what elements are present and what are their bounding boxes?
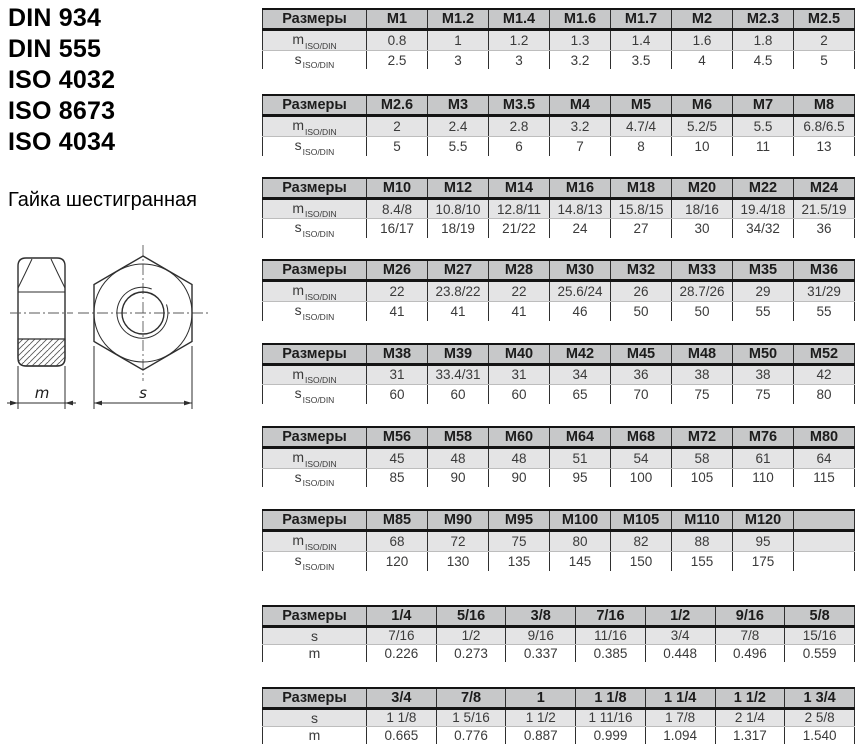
value-cell: 18/19 [428, 219, 489, 238]
spec-table-4 [262, 259, 855, 320]
value-cell: 130 [428, 551, 489, 570]
row-label: $m_{ISO/DIN}$ [263, 531, 367, 552]
row-label: $s_{ISO/DIN}$ [263, 301, 367, 320]
value-cell: 61 [733, 447, 794, 468]
size-column-header: 1 1/8 [576, 688, 646, 709]
value-cell: 14.8/13 [550, 198, 611, 219]
size-column-header: 7/8 [436, 688, 506, 709]
spec-table-9 [262, 687, 855, 744]
size-column-header: 1 1/4 [645, 688, 715, 709]
value-cell: 58 [672, 447, 733, 468]
size-column-header: 1/4 [367, 606, 437, 627]
value-cell: 1/2 [436, 626, 506, 644]
row-label: $m_{ISO/DIN}$ [263, 447, 367, 468]
value-cell: 7/16 [367, 626, 437, 644]
value-cell: 15.8/15 [611, 198, 672, 219]
value-cell: 38 [672, 364, 733, 385]
value-cell: 0.448 [645, 644, 715, 662]
size-column-header: M90 [428, 510, 489, 531]
size-column-header: M80 [794, 427, 855, 448]
dimension-row [263, 281, 855, 302]
value-cell: 5.2/5 [672, 116, 733, 137]
value-cell: 60 [489, 385, 550, 404]
spec-table-2 [262, 94, 855, 155]
size-column-header: M64 [550, 427, 611, 448]
value-cell: 50 [672, 301, 733, 320]
value-cell: 1.3 [550, 30, 611, 51]
value-cell: 0.337 [506, 644, 576, 662]
size-column-header: 1/2 [645, 606, 715, 627]
value-cell: 64 [794, 447, 855, 468]
value-cell: 15/16 [785, 626, 855, 644]
value-cell: 0.559 [785, 644, 855, 662]
value-cell: 0.273 [436, 644, 506, 662]
value-cell: 75 [733, 385, 794, 404]
value-cell: 88 [672, 531, 733, 552]
value-cell: 30 [672, 219, 733, 238]
value-cell: 27 [611, 219, 672, 238]
size-column-header: 9/16 [715, 606, 785, 627]
value-cell: 6.8/6.5 [794, 116, 855, 137]
size-column-header: 1 3/4 [785, 688, 855, 709]
tables-region [262, 8, 855, 744]
value-cell: 70 [611, 385, 672, 404]
row-label: s [263, 708, 367, 726]
size-column-header: M4 [550, 95, 611, 116]
size-column-header: M48 [672, 344, 733, 365]
value-cell: 80 [794, 385, 855, 404]
spec-table-7 [262, 509, 855, 570]
header-row [263, 688, 855, 709]
value-cell: 22 [489, 281, 550, 302]
value-cell: 12.8/11 [489, 198, 550, 219]
value-cell: 38 [733, 364, 794, 385]
size-column-header: M1.7 [611, 9, 672, 30]
value-cell: 48 [428, 447, 489, 468]
value-cell: 3.5 [611, 50, 672, 69]
row-label: $m_{ISO/DIN}$ [263, 116, 367, 137]
value-cell: 68 [367, 531, 428, 552]
value-cell: 7/8 [715, 626, 785, 644]
value-cell: 2 [367, 116, 428, 137]
value-cell: 5 [794, 50, 855, 69]
size-column-header: M50 [733, 344, 794, 365]
value-cell: 145 [550, 551, 611, 570]
size-column-header: M68 [611, 427, 672, 448]
row-label: $m_{ISO/DIN}$ [263, 281, 367, 302]
standard-item: DIN 934 [8, 4, 102, 32]
value-cell: 90 [489, 468, 550, 487]
row-label: s [263, 626, 367, 644]
size-column-header: 3/4 [367, 688, 437, 709]
corner-header: Размеры [263, 510, 367, 531]
m-dimension [7, 366, 76, 409]
size-column-header: M72 [672, 427, 733, 448]
value-cell: 46 [550, 301, 611, 320]
size-column-header: M2.5 [794, 9, 855, 30]
value-cell: 7 [550, 137, 611, 156]
value-cell: 0.665 [367, 726, 437, 744]
value-cell: 25.6/24 [550, 281, 611, 302]
value-cell: 5 [367, 137, 428, 156]
size-column-header: M28 [489, 260, 550, 281]
value-cell: 55 [794, 301, 855, 320]
value-cell: 4.7/4 [611, 116, 672, 137]
value-cell: 8 [611, 137, 672, 156]
value-cell: 95 [550, 468, 611, 487]
value-cell: 31/29 [794, 281, 855, 302]
standard-item: ISO 8673 [8, 97, 116, 125]
value-cell: 29 [733, 281, 794, 302]
corner-header: Размеры [263, 606, 367, 627]
size-column-header: M8 [794, 95, 855, 116]
s-dimension-label: s [139, 384, 147, 402]
size-column-header: M27 [428, 260, 489, 281]
size-column-header: M3.5 [489, 95, 550, 116]
standards-list [8, 3, 115, 158]
value-cell: 100 [611, 468, 672, 487]
value-cell: 10 [672, 137, 733, 156]
value-cell: 0.999 [576, 726, 646, 744]
spec-table-8 [262, 605, 855, 662]
value-cell: 75 [489, 531, 550, 552]
value-cell: 105 [672, 468, 733, 487]
value-cell: 1 [428, 30, 489, 51]
size-column-header: M100 [550, 510, 611, 531]
size-column-header: M10 [367, 178, 428, 199]
value-cell: 8.4/8 [367, 198, 428, 219]
value-cell: 9/16 [506, 626, 576, 644]
size-column-header: M36 [794, 260, 855, 281]
value-cell: 41 [489, 301, 550, 320]
product-name: Гайка шестигранная [8, 189, 197, 211]
value-cell: 60 [367, 385, 428, 404]
value-cell: 72 [428, 531, 489, 552]
size-column-header: M7 [733, 95, 794, 116]
header-row [263, 344, 855, 365]
value-cell: 31 [489, 364, 550, 385]
size-column-header: M16 [550, 178, 611, 199]
header-row [263, 260, 855, 281]
size-column-header: M6 [672, 95, 733, 116]
dimension-row [263, 385, 855, 404]
size-column-header: M35 [733, 260, 794, 281]
size-column-header: M14 [489, 178, 550, 199]
row-label: m [263, 726, 367, 744]
value-cell: 0.226 [367, 644, 437, 662]
size-column-header: M95 [489, 510, 550, 531]
row-label: $s_{ISO/DIN}$ [263, 468, 367, 487]
value-cell: 115 [794, 468, 855, 487]
dimension-row [263, 551, 855, 570]
row-label: $s_{ISO/DIN}$ [263, 385, 367, 404]
size-column-header: M5 [611, 95, 672, 116]
value-cell: 75 [672, 385, 733, 404]
value-cell: 135 [489, 551, 550, 570]
spec-table-1 [262, 8, 855, 69]
value-cell: 36 [794, 219, 855, 238]
dimension-row [263, 644, 855, 662]
value-cell: 11 [733, 137, 794, 156]
value-cell: 33.4/31 [428, 364, 489, 385]
hex-nut-drawing-svg [6, 242, 212, 418]
value-cell: 6 [489, 137, 550, 156]
value-cell: 1.8 [733, 30, 794, 51]
value-cell: 60 [428, 385, 489, 404]
value-cell: 1.6 [672, 30, 733, 51]
value-cell: 21.5/19 [794, 198, 855, 219]
size-column-header: M45 [611, 344, 672, 365]
value-cell: 41 [428, 301, 489, 320]
size-column-header: M2 [672, 9, 733, 30]
value-cell: 2.8 [489, 116, 550, 137]
standard-item: DIN 555 [8, 35, 102, 63]
row-label: $m_{ISO/DIN}$ [263, 364, 367, 385]
size-column-header: M105 [611, 510, 672, 531]
value-cell: 175 [733, 551, 794, 570]
value-cell: 1 1/8 [367, 708, 437, 726]
dimension-row [263, 626, 855, 644]
value-cell: 1 5/16 [436, 708, 506, 726]
value-cell: 3 [428, 50, 489, 69]
size-column-header: M52 [794, 344, 855, 365]
value-cell: 23.8/22 [428, 281, 489, 302]
spec-table-3 [262, 177, 855, 238]
size-column-header [794, 510, 855, 531]
value-cell: 2.5 [367, 50, 428, 69]
value-cell: 16/17 [367, 219, 428, 238]
value-cell: 51 [550, 447, 611, 468]
value-cell: 155 [672, 551, 733, 570]
value-cell: 3/4 [645, 626, 715, 644]
standard-item: ISO 4034 [8, 128, 116, 156]
size-column-header: 5/8 [785, 606, 855, 627]
dimension-row [263, 301, 855, 320]
size-column-header: 3/8 [506, 606, 576, 627]
value-cell: 21/22 [489, 219, 550, 238]
size-column-header: M33 [672, 260, 733, 281]
value-cell: 85 [367, 468, 428, 487]
size-column-header: M2.3 [733, 9, 794, 30]
dimension-row [263, 447, 855, 468]
size-column-header: M24 [794, 178, 855, 199]
row-label: $m_{ISO/DIN}$ [263, 30, 367, 51]
dimension-row [263, 50, 855, 69]
size-column-header: M39 [428, 344, 489, 365]
size-column-header: M20 [672, 178, 733, 199]
corner-header: Размеры [263, 9, 367, 30]
value-cell: 4.5 [733, 50, 794, 69]
value-cell: 3.2 [550, 116, 611, 137]
value-cell: 11/16 [576, 626, 646, 644]
size-column-header: 1 [506, 688, 576, 709]
hex-nut-drawing [6, 242, 212, 423]
header-row [263, 510, 855, 531]
size-column-header: M1.6 [550, 9, 611, 30]
dimension-row [263, 364, 855, 385]
value-cell: 110 [733, 468, 794, 487]
value-cell: 0.496 [715, 644, 785, 662]
row-label: m [263, 644, 367, 662]
value-cell [794, 551, 855, 570]
dimension-row [263, 198, 855, 219]
value-cell: 65 [550, 385, 611, 404]
dimension-row [263, 531, 855, 552]
size-column-header: M120 [733, 510, 794, 531]
size-column-header: M110 [672, 510, 733, 531]
value-cell: 2.4 [428, 116, 489, 137]
size-column-header: 1 1/2 [715, 688, 785, 709]
header-row [263, 95, 855, 116]
value-cell: 5.5 [428, 137, 489, 156]
m-dimension-label: m [34, 384, 50, 402]
size-column-header: M56 [367, 427, 428, 448]
row-label: $s_{ISO/DIN}$ [263, 551, 367, 570]
size-column-header: M12 [428, 178, 489, 199]
size-column-header: M38 [367, 344, 428, 365]
size-column-header: M40 [489, 344, 550, 365]
value-cell: 36 [611, 364, 672, 385]
value-cell: 82 [611, 531, 672, 552]
value-cell: 42 [794, 364, 855, 385]
value-cell [794, 531, 855, 552]
value-cell: 80 [550, 531, 611, 552]
value-cell: 24 [550, 219, 611, 238]
value-cell: 34/32 [733, 219, 794, 238]
size-column-header: M1.2 [428, 9, 489, 30]
dimension-row [263, 137, 855, 156]
size-column-header: M42 [550, 344, 611, 365]
value-cell: 0.887 [506, 726, 576, 744]
value-cell: 48 [489, 447, 550, 468]
corner-header: Размеры [263, 427, 367, 448]
dimension-row [263, 30, 855, 51]
header-row [263, 606, 855, 627]
value-cell: 3 [489, 50, 550, 69]
value-cell: 0.776 [436, 726, 506, 744]
corner-header: Размеры [263, 178, 367, 199]
value-cell: 2 1/4 [715, 708, 785, 726]
value-cell: 10.8/10 [428, 198, 489, 219]
header-row [263, 178, 855, 199]
value-cell: 90 [428, 468, 489, 487]
size-column-header: M30 [550, 260, 611, 281]
value-cell: 1.094 [645, 726, 715, 744]
header-row [263, 427, 855, 448]
dimension-row [263, 468, 855, 487]
corner-header: Размеры [263, 260, 367, 281]
row-label: $m_{ISO/DIN}$ [263, 198, 367, 219]
header-row [263, 9, 855, 30]
size-column-header: 5/16 [436, 606, 506, 627]
value-cell: 0.8 [367, 30, 428, 51]
value-cell: 13 [794, 137, 855, 156]
corner-header: Размеры [263, 344, 367, 365]
dimension-row [263, 116, 855, 137]
spec-table-6 [262, 426, 855, 487]
value-cell: 31 [367, 364, 428, 385]
value-cell: 1.2 [489, 30, 550, 51]
value-cell: 150 [611, 551, 672, 570]
value-cell: 5.5 [733, 116, 794, 137]
value-cell: 54 [611, 447, 672, 468]
value-cell: 1 11/16 [576, 708, 646, 726]
size-column-header: M3 [428, 95, 489, 116]
size-column-header: M22 [733, 178, 794, 199]
value-cell: 1 7/8 [645, 708, 715, 726]
value-cell: 1 1/2 [506, 708, 576, 726]
size-column-header: M1.4 [489, 9, 550, 30]
size-column-header: M18 [611, 178, 672, 199]
corner-header: Размеры [263, 688, 367, 709]
value-cell: 50 [611, 301, 672, 320]
value-cell: 2 [794, 30, 855, 51]
value-cell: 4 [672, 50, 733, 69]
value-cell: 41 [367, 301, 428, 320]
value-cell: 0.385 [576, 644, 646, 662]
value-cell: 1.4 [611, 30, 672, 51]
value-cell: 22 [367, 281, 428, 302]
row-label: $s_{ISO/DIN}$ [263, 219, 367, 238]
nut-front-view [78, 245, 210, 381]
size-column-header: M60 [489, 427, 550, 448]
standard-item: ISO 4032 [8, 66, 116, 94]
size-column-header: M76 [733, 427, 794, 448]
row-label: $s_{ISO/DIN}$ [263, 137, 367, 156]
value-cell: 3.2 [550, 50, 611, 69]
value-cell: 1.317 [715, 726, 785, 744]
size-column-header: M85 [367, 510, 428, 531]
row-label: $s_{ISO/DIN}$ [263, 50, 367, 69]
corner-header: Размеры [263, 95, 367, 116]
value-cell: 19.4/18 [733, 198, 794, 219]
dimension-row [263, 726, 855, 744]
value-cell: 1.540 [785, 726, 855, 744]
value-cell: 120 [367, 551, 428, 570]
size-column-header: 7/16 [576, 606, 646, 627]
value-cell: 18/16 [672, 198, 733, 219]
size-column-header: M32 [611, 260, 672, 281]
size-column-header: M1 [367, 9, 428, 30]
value-cell: 45 [367, 447, 428, 468]
size-column-header: M2.6 [367, 95, 428, 116]
value-cell: 34 [550, 364, 611, 385]
value-cell: 55 [733, 301, 794, 320]
size-column-header: M26 [367, 260, 428, 281]
spec-table-5 [262, 343, 855, 404]
value-cell: 26 [611, 281, 672, 302]
value-cell: 2 5/8 [785, 708, 855, 726]
size-column-header: M58 [428, 427, 489, 448]
dimension-row [263, 219, 855, 238]
value-cell: 28.7/26 [672, 281, 733, 302]
nut-side-view [10, 258, 73, 366]
value-cell: 95 [733, 531, 794, 552]
dimension-row [263, 708, 855, 726]
